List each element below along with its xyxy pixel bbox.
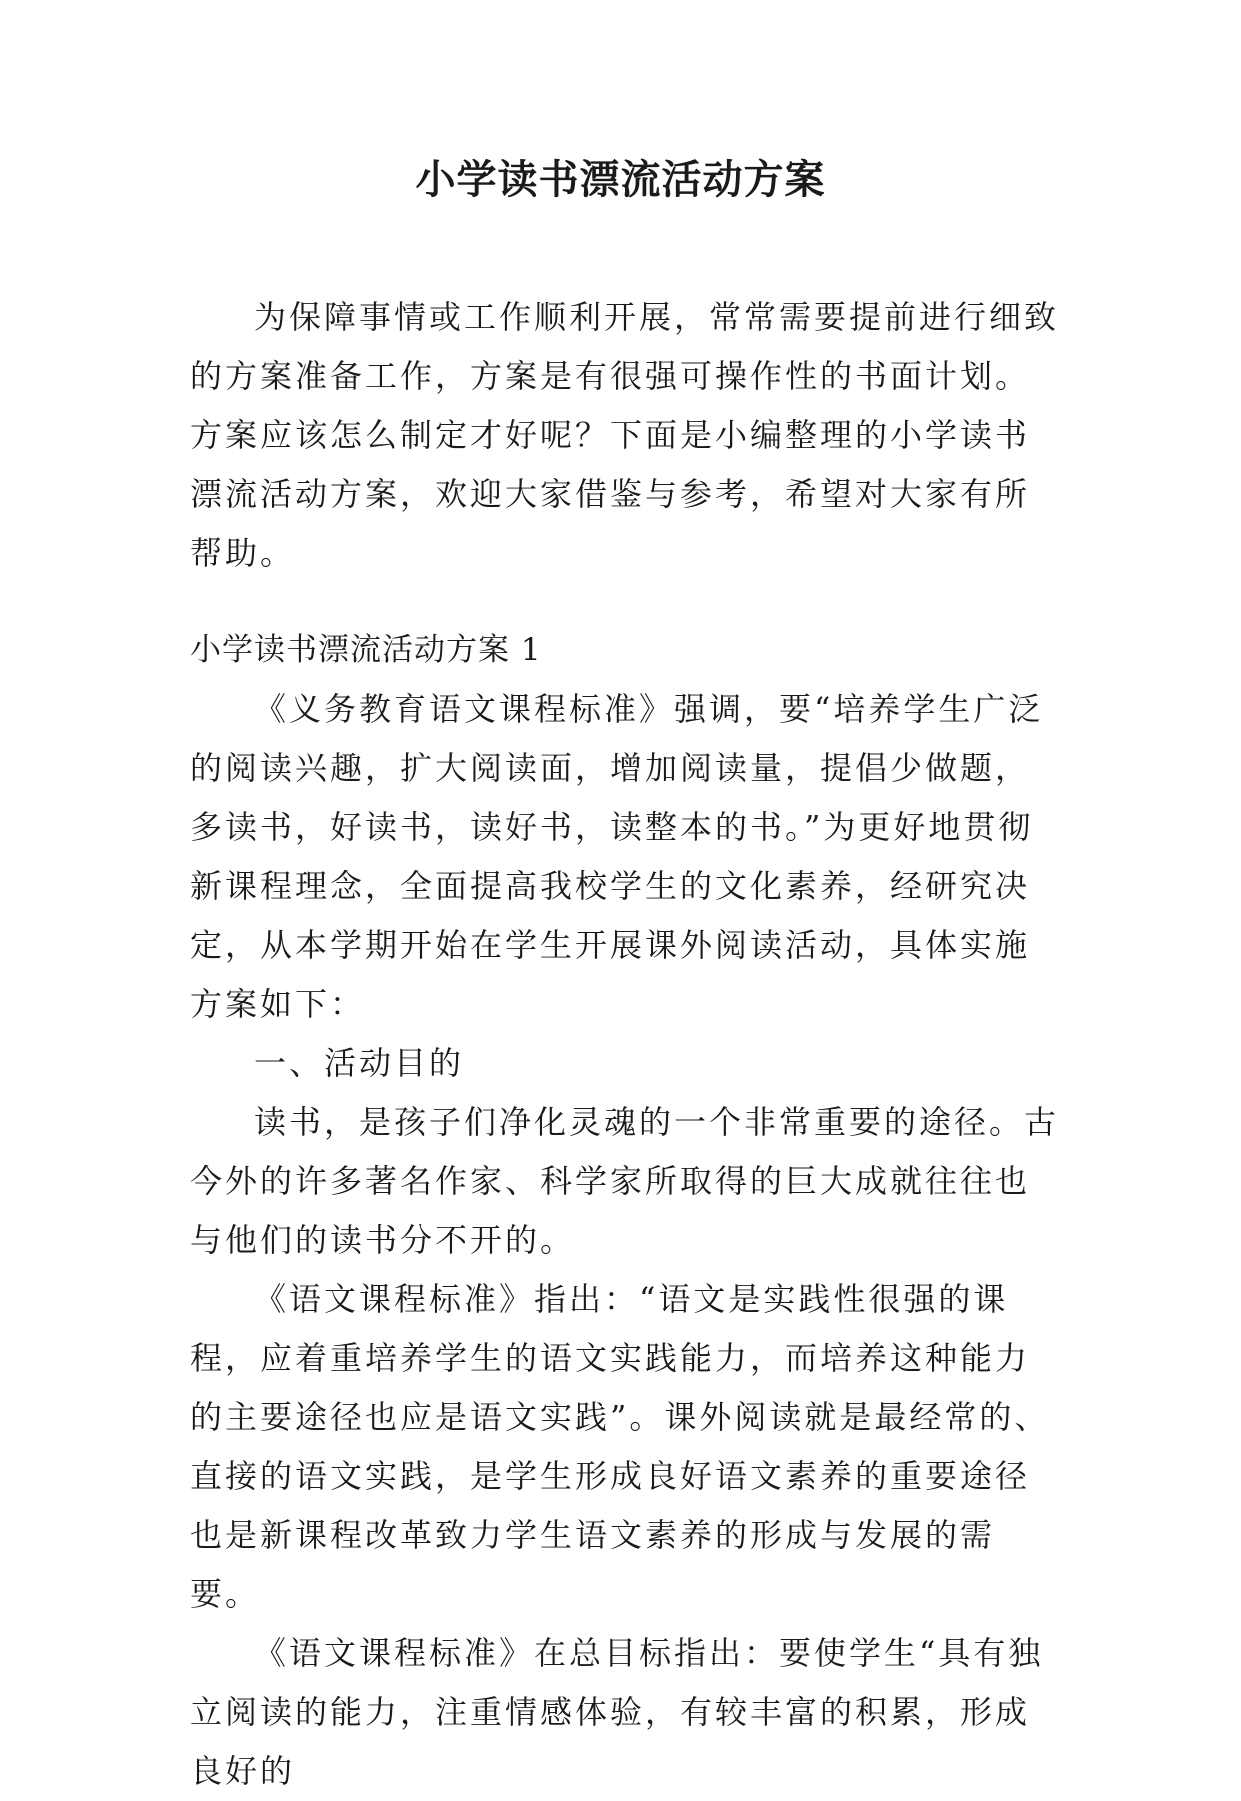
paragraph: 读书，是孩子们净化灵魂的一个非常重要的途径。古今外的许多著名作家、科学家所取得的巨大成就往往也与他们的读书分不开的。 xyxy=(190,1103,1060,1259)
paragraph: 《语文课程标准》在总目标指出：要使学生“具有独立阅读的能力，注重情感体验，有较丰富的积累，形成良好的 xyxy=(190,1634,1044,1790)
section-title: 小学读书漂流活动方案 1 xyxy=(190,632,542,668)
document-title: 小学读书漂流活动方案 xyxy=(415,157,826,203)
section-heading: 一、活动目的 xyxy=(254,1044,465,1082)
paragraph: 《语文课程标准》指出：“语文是实践性很强的课程，应着重培养学生的语文实践能力，而培养这种能力的主要途径也应是语文实践”。课外阅读就是最经常的、直接的语文实践，是学生形成良好语文素养的重要途径也是新课程改革致力学生语文素养的形成与发展的需要。 xyxy=(190,1280,1050,1613)
paragraph: 《义务教育语文课程标准》强调，要“培养学生广泛的阅读兴趣，扩大阅读面，增加阅读量，提倡少做题，多读书，好读书，读好书，读整本的书。”为更好地贯彻新课程理念，全面提高我校学生的文化素养，经研究决定，从本学期开始在学生开展课外阅读活动，具体实施方案如下： xyxy=(190,690,1044,1023)
document-body xyxy=(190,288,1060,1801)
intro-paragraph: 为保障事情或工作顺利开展，常常需要提前进行细致的方案准备工作，方案是有很强可操作性的书面计划。方案应该怎么制定才好呢？下面是小编整理的小学读书漂流活动方案，欢迎大家借鉴与参考，希望对大家有所帮助。 xyxy=(190,298,1060,572)
